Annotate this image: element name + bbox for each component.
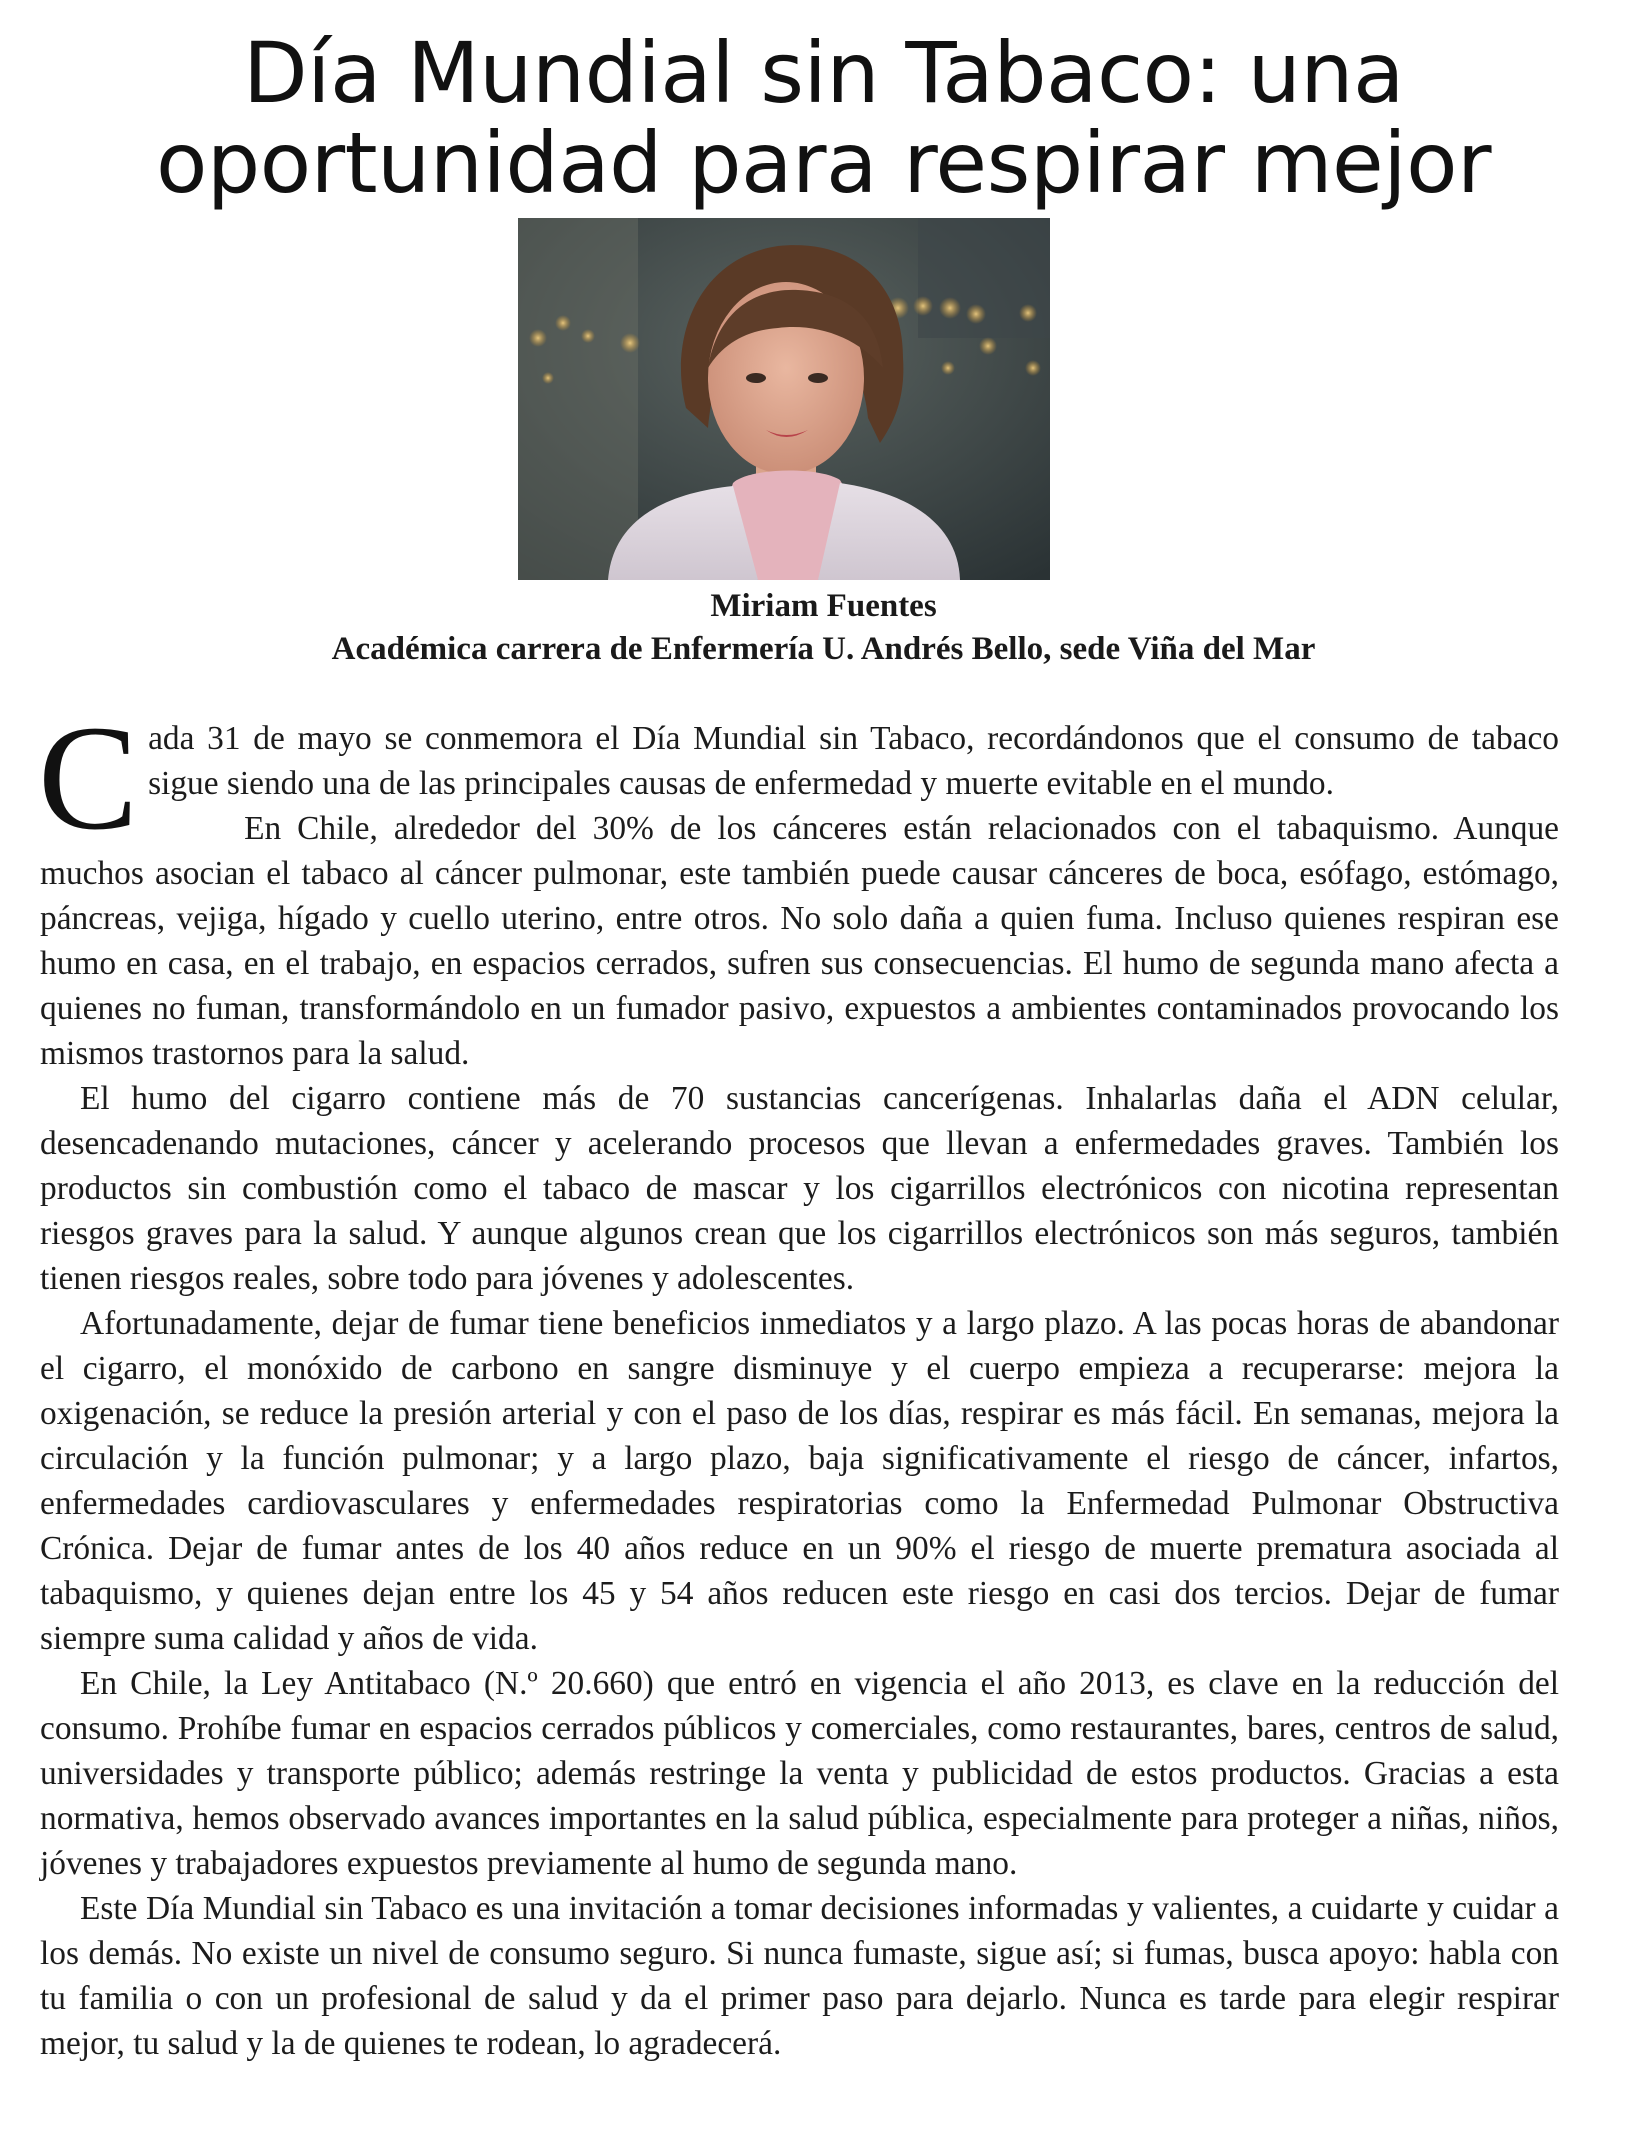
article-title	[40, 24, 1607, 212]
paragraph-1-rest: En Chile, alrededor del 30% de los cánceres están relacionados con el tabaquismo. Aunque muchos asocian el tabaco al cáncer pulmonar, este también puede causar cánceres de boca, esófago, estómago, páncreas, vejiga, hígado y cuello uterino, entre otros. No solo daña a quien fuma. Incluso quienes respiran ese humo en casa, en el trabajo, en espacios cerrados, sufren sus consecuencias. El humo de segunda mano afecta a quienes no fuman, transformándolo en un fumador pasivo, expuestos a ambientes contaminados provocando los mismos trastornos para la salud.	[40, 810, 1559, 1072]
portrait-woman-image	[518, 218, 1050, 580]
author-name: Miriam Fuentes	[710, 588, 937, 624]
paragraph-5: Este Día Mundial sin Tabaco es una invitación a tomar decisiones informadas y valientes, a cuidarte y cuidar a los demás. No existe un nivel de consumo seguro. Si nunca fumaste, sigue así; si fumas, busca apoyo: habla con tu familia o con un profesional de salud y da el primer paso para dejarlo. Nunca es tarde para elegir respirar mejor, tu salud y la de quienes te rodean, lo agradecerá.	[40, 1890, 1559, 2062]
article-title-line-1: Día Mundial sin Tabaco: una	[242, 24, 1405, 122]
paragraph-2: El humo del cigarro contiene más de 70 sustancias cancerígenas. Inhalarlas daña el ADN celular, desencadenando mutaciones, cáncer y acelerando procesos que llevan a enfermedades graves. También los productos sin combustión como el tabaco de mascar y los cigarrillos electrónicos con nicotina representan riesgos graves para la salud. Y aunque algunos crean que los cigarrillos electrónicos son más seguros, también tienen riesgos reales, sobre todo para jóvenes y adolescentes.	[40, 1080, 1559, 1297]
article-body	[38, 695, 1559, 2066]
author-photo	[518, 218, 1050, 580]
paragraph-4: En Chile, la Ley Antitabaco (N.º 20.660) que entró en vigencia el año 2013, es clave en la reducción del consumo. Prohíbe fumar en espacios cerrados públicos y comerciales, como restaurantes, bares, centros de salud, universidades y transporte público; además restringe la venta y publicidad de estos productos. Gracias a esta normativa, hemos observado avances importantes en la salud pública, especialmente para proteger a niñas, niños, jóvenes y trabajadores expuestos previamente al humo de segunda mano.	[40, 1665, 1559, 1882]
author-byline	[40, 585, 1607, 671]
author-role: Académica carrera de Enfermería U. Andrés Bello, sede Viña del Mar	[331, 631, 1316, 667]
paragraph-3: Afortunadamente, dejar de fumar tiene beneficios inmediatos y a largo plazo. A las pocas horas de abandonar el cigarro, el monóxido de carbono en sangre disminuye y el cuerpo empieza a recuperarse: mejora la oxigenación, se reduce la presión arterial y con el paso de los días, respirar es más fácil. En semanas, mejora la circulación y la función pulmonar; y a largo plazo, baja significativamente el riesgo de cáncer, infartos, enfermedades cardiovasculares y enfermedades respiratorias como la Enfermedad Pulmonar Obstructiva Crónica. Dejar de fumar antes de los 40 años reduce en un 90% el riesgo de muerte prematura asociada al tabaquismo, y quienes dejan entre los 45 y 54 años reducen este riesgo en casi dos tercios. Dejar de fumar siempre suma calidad y años de vida.	[40, 1305, 1559, 1657]
paragraph-1	[38, 695, 1559, 1076]
paragraph-1-lead: ada 31 de mayo se conmemora el Día Mundial sin Tabaco, recordándonos que el consumo de tabaco sigue siendo una de las principales causas de enfermedad y muerte evitable en el mundo.	[148, 720, 1559, 802]
article-title-line-2: oportunidad para respirar mejor	[155, 114, 1492, 212]
drop-cap: C	[38, 695, 139, 861]
